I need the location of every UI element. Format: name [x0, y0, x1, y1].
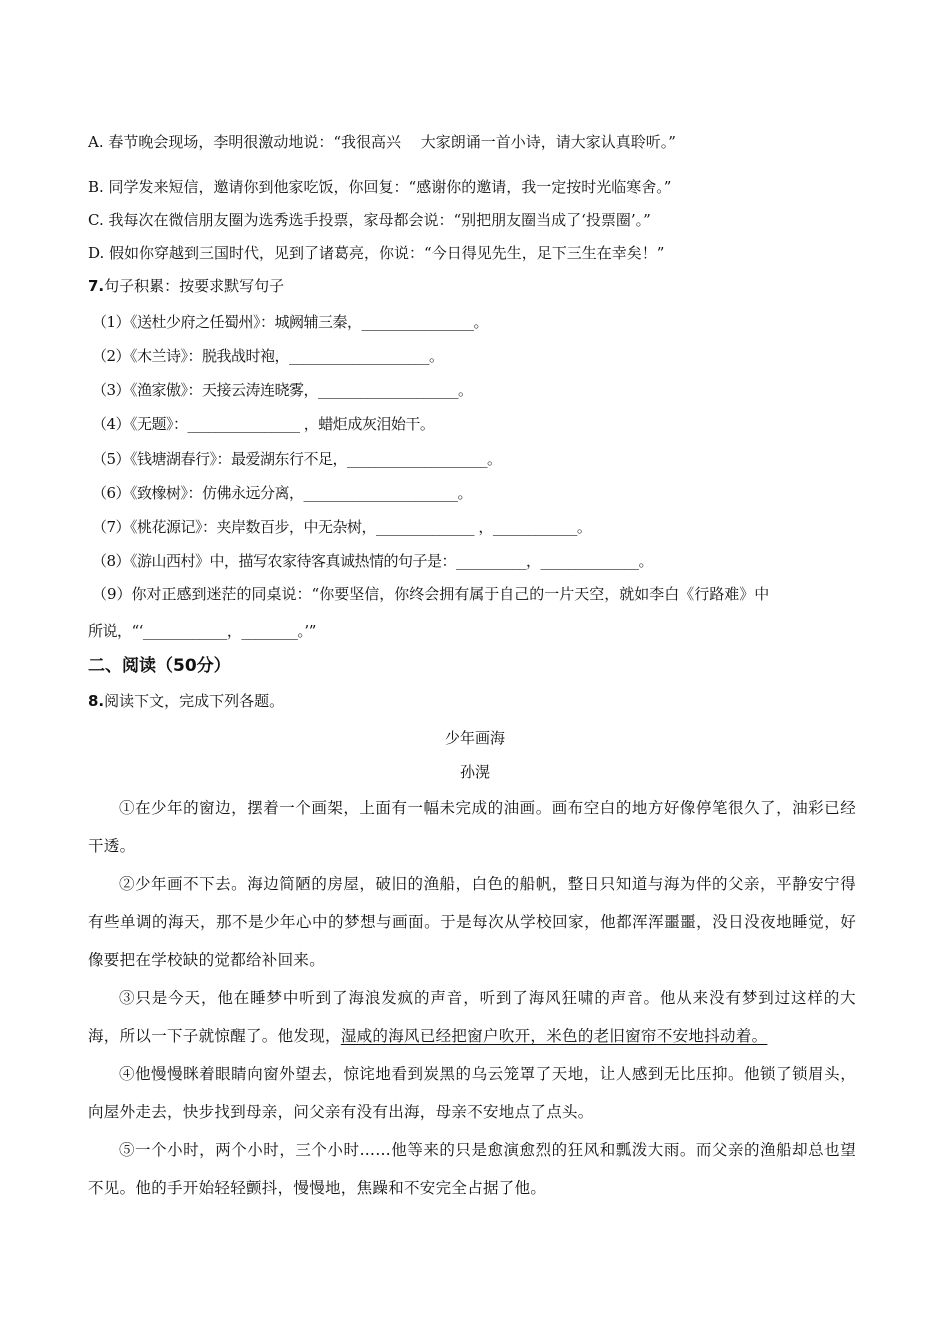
article-paragraph-3-text: ③只是今天，他在睡梦中听到了海浪发疯的声音，听到了海风狂啸的声音。他从来没有梦到过这样的大海，所以一下子就惊醒了。他发现，: [88, 989, 856, 1045]
underlined-sentence: 湿咸的海风已经把窗户吹开，米色的老旧窗帘不安地抖动着。: [340, 1027, 768, 1045]
question-8-number: 8.: [88, 692, 105, 710]
article-paragraph-3: [88, 979, 856, 1055]
q7-item-9-line1: （9）你对正感到迷茫的同桌说：“你要坚信，你终会拥有属于自己的一片天空，就如李白《行路难》中: [92, 585, 770, 603]
section-2-heading: 二、阅读（50分）: [88, 656, 231, 676]
question-7-title: [88, 275, 284, 297]
q7-item-3: （3）《渔家傲》：天接云涛连晓雾，____________________。: [92, 381, 473, 399]
article-title: 少年画海: [444, 729, 505, 747]
q7-item-1: （1）《送杜少府之任蜀州》：城阙辅三秦，________________。: [92, 313, 489, 331]
q7-item-7: （7）《桃花源记》：夹岸数百步，中无杂树，______________ ，____________。: [92, 518, 592, 536]
article-paragraph-2: ②少年画不下去。海边简陋的房屋，破旧的渔船，白色的船帆，整日只知道与海为伴的父亲，平静安宁得有些单调的海天，那不是少年心中的梦想与画面。于是每次从学校回家，他都浑浑噩噩，没日没夜地睡觉，好像要把在学校缺的觉都给补回来。: [88, 875, 856, 969]
article-paragraph-5: ⑤一个小时，两个小时，三个小时……他等来的只是愈演愈烈的狂风和瓢泼大雨。而父亲的渔船却总也望不见。他的手开始轻轻颤抖，慢慢地，焦躁和不安完全占据了他。: [88, 1141, 856, 1197]
option-b: B. 同学发来短信，邀请你到他家吃饭，你回复：“感谢你的邀请，我一定按时光临寒舍。”: [88, 178, 672, 196]
q7-item-6: （6）《致橡树》：仿佛永远分离，______________________。: [92, 484, 473, 502]
article-paragraph-4: ④他慢慢眯着眼睛向窗外望去，惊诧地看到炭黑的乌云笼罩了天地，让人感到无比压抑。他锁了锁眉头，向屋外走去，快步找到母亲，问父亲有没有出海，母亲不安地点了点头。: [88, 1065, 856, 1121]
question-8-title: [88, 690, 284, 712]
option-a: A. 春节晚会现场，李明很激动地说：“我很高兴 大家朗诵一首小诗，请大家认真聆听。”: [88, 133, 676, 151]
q7-item-5: （5）《钱塘湖春行》：最爱湖东行不足，____________________。: [92, 450, 502, 468]
q7-item-9-line2: 所说，“‘____________，________。’”: [88, 622, 316, 640]
option-d: D. 假如你穿越到三国时代，见到了诸葛亮，你说：“今日得见先生，足下三生在幸矣！”: [88, 244, 665, 262]
question-8-text: 阅读下文，完成下列各题。: [104, 692, 285, 710]
question-7-number: 7.: [88, 277, 105, 295]
option-c: C. 我每次在微信朋友圈为选秀选手投票，家母都会说：“别把朋友圈当成了‘投票圈’。”: [88, 211, 651, 229]
q7-item-2: （2）《木兰诗》：脱我战时袍，____________________。: [92, 347, 444, 365]
question-7-text: 句子积累：按要求默写句子: [104, 277, 285, 295]
article-paragraph-1: ①在少年的窗边，摆着一个画架，上面有一幅未完成的油画。画布空白的地方好像停笔很久了，油彩已经干透。: [88, 799, 856, 855]
q7-item-8: （8）《游山西村》中，描写农家待客真诚热情的句子是：__________，______________。: [92, 552, 654, 570]
q7-item-4: （4）《无题》：________________ ，蜡炬成灰泪始干。: [92, 415, 435, 433]
article-author: 孙滉: [459, 763, 490, 781]
